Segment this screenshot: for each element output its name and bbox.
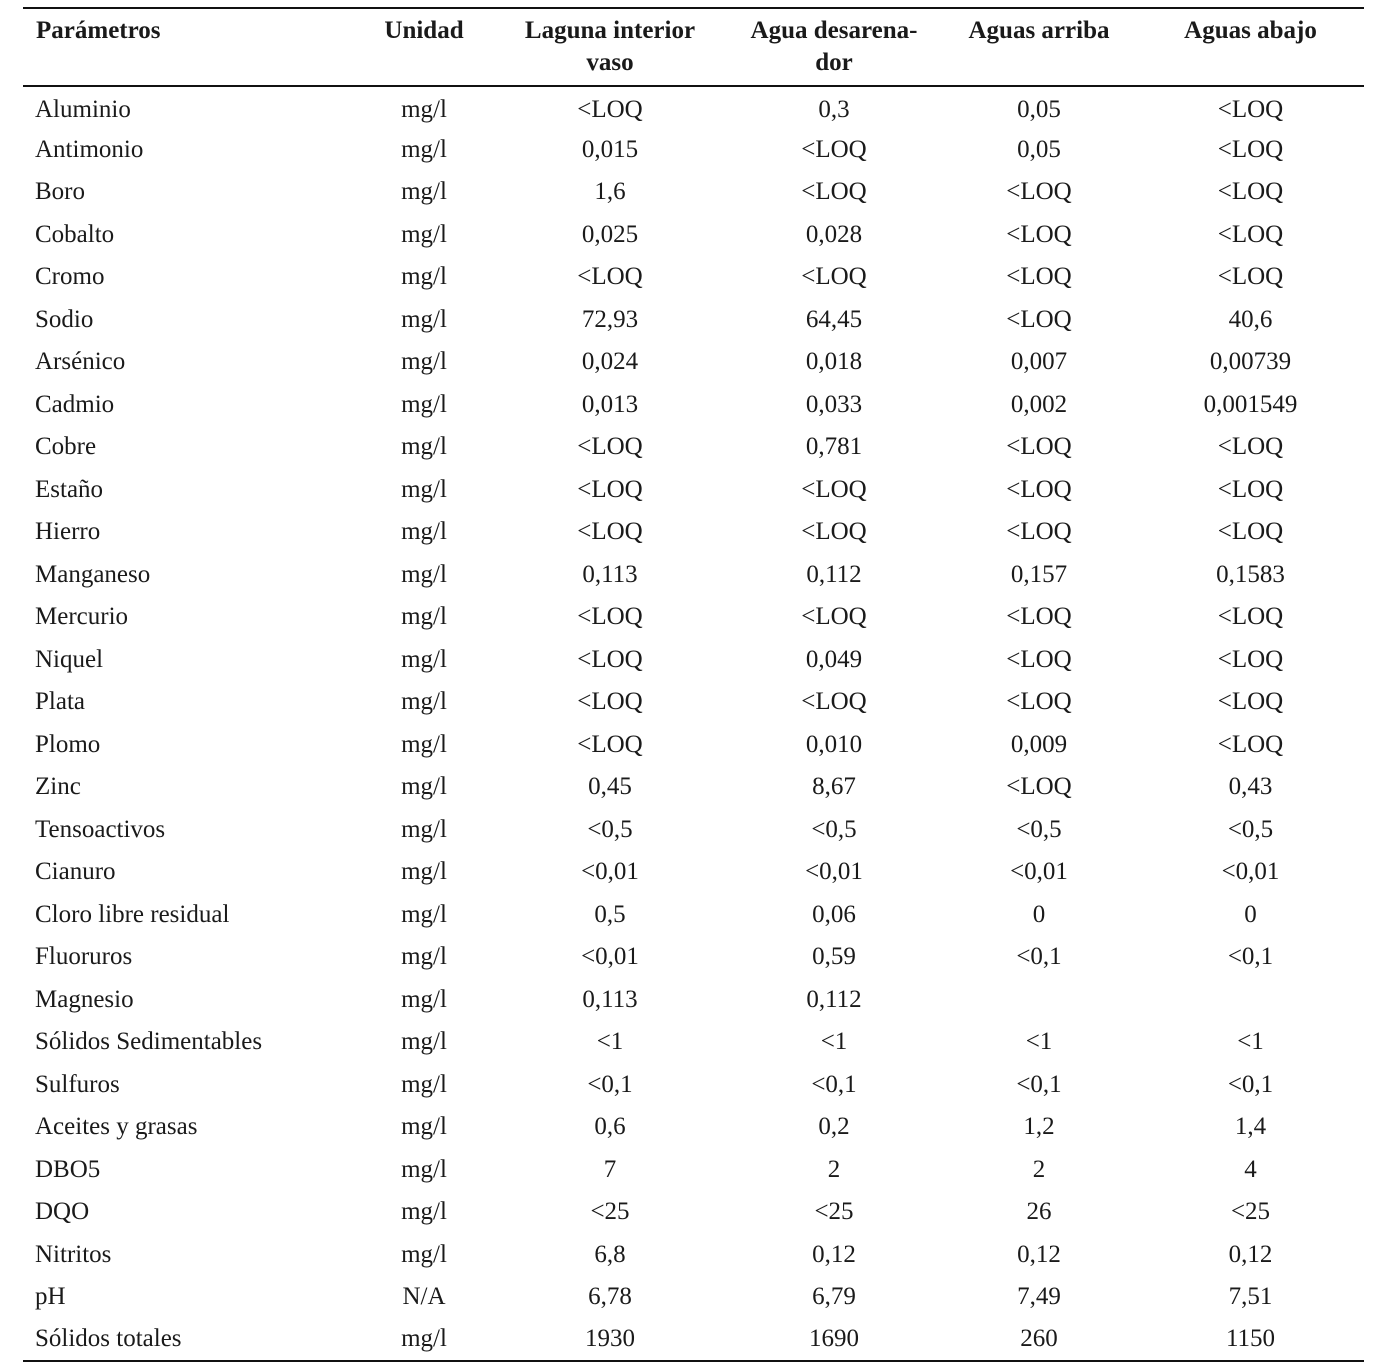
- table-row: [23, 979, 1364, 1022]
- laguna-value-cell: 0,024: [581, 348, 639, 376]
- abajo-value-cell: 1,4: [1234, 1113, 1267, 1141]
- desarenador-value-cell: <LOQ: [801, 603, 867, 631]
- header-line: Aguas abajo: [1184, 17, 1317, 44]
- unit-cell: mg/l: [401, 645, 447, 673]
- unit-cell: mg/l: [401, 858, 447, 886]
- abajo-value-cell: 0,12: [1228, 1240, 1273, 1268]
- laguna-value-cell: <LOQ: [577, 95, 643, 123]
- arriba-value-cell: 0,009: [1010, 730, 1068, 758]
- arriba-value-cell: <LOQ: [1006, 433, 1072, 461]
- laguna-value-cell: <0,01: [581, 943, 639, 971]
- param-cell: Cobre: [35, 433, 97, 461]
- table-row: [23, 171, 1364, 214]
- desarenador-value-cell: <LOQ: [801, 518, 867, 546]
- arriba-value-cell: <0,1: [1016, 943, 1062, 971]
- table-row: [23, 1021, 1364, 1064]
- abajo-value-cell: <LOQ: [1217, 688, 1284, 716]
- param-cell: Cromo: [35, 263, 105, 291]
- param-cell: Mercurio: [35, 603, 129, 631]
- abajo-value-cell: 0,43: [1228, 773, 1273, 801]
- desarenador-value-cell: 8,67: [812, 773, 856, 801]
- laguna-value-cell: <0,1: [587, 1070, 633, 1098]
- header-line: Unidad: [384, 17, 464, 44]
- table-row: [23, 1234, 1364, 1277]
- abajo-value-cell: [1137, 979, 1364, 1022]
- table-row: [23, 809, 1364, 852]
- abajo-value-cell: <LOQ: [1217, 263, 1284, 291]
- laguna-value-cell: 0,45: [588, 773, 632, 801]
- laguna-value-cell: 1,6: [594, 178, 626, 206]
- table-row: [23, 1276, 1364, 1319]
- param-cell: Hierro: [35, 518, 101, 546]
- desarenador-value-cell: 1690: [809, 1325, 859, 1353]
- desarenador-value-cell: <25: [814, 1198, 854, 1226]
- param-cell: Cloro libre residual: [35, 900, 230, 928]
- desarenador-value-cell: <1: [820, 1028, 848, 1056]
- header-unidad: [355, 8, 493, 86]
- param-cell: Zinc: [35, 773, 81, 801]
- abajo-value-cell: <LOQ: [1217, 645, 1284, 673]
- param-cell: Magnesio: [35, 985, 134, 1013]
- table-row: [23, 341, 1364, 384]
- laguna-value-cell: 0,5: [594, 900, 626, 928]
- abajo-value-cell: <LOQ: [1217, 603, 1284, 631]
- unit-cell: mg/l: [401, 943, 447, 971]
- arriba-value-cell: 0,157: [1010, 560, 1068, 588]
- arriba-value-cell: <LOQ: [1006, 773, 1072, 801]
- unit-cell: mg/l: [401, 730, 447, 758]
- table-header: [23, 8, 1364, 86]
- arriba-value-cell: <0,01: [1010, 858, 1068, 886]
- desarenador-value-cell: 6,79: [812, 1283, 856, 1311]
- abajo-value-cell: <LOQ: [1217, 730, 1284, 758]
- arriba-value-cell: <LOQ: [1006, 178, 1072, 206]
- unit-cell: mg/l: [401, 1070, 447, 1098]
- header-laguna-interior-vaso: [493, 8, 727, 86]
- laguna-value-cell: 0,013: [581, 390, 639, 418]
- desarenador-value-cell: <LOQ: [801, 688, 867, 716]
- laguna-value-cell: <LOQ: [577, 730, 643, 758]
- param-cell: Arsénico: [35, 348, 126, 376]
- param-cell: pH: [35, 1283, 66, 1311]
- arriba-value-cell: 1,2: [1023, 1113, 1055, 1141]
- abajo-value-cell: <LOQ: [1217, 518, 1284, 546]
- table-row: [23, 426, 1364, 469]
- table-row: [23, 86, 1364, 129]
- desarenador-value-cell: 0,12: [812, 1240, 856, 1268]
- arriba-value-cell: <LOQ: [1006, 305, 1072, 333]
- header-parametros: [23, 8, 355, 86]
- unit-cell: mg/l: [401, 433, 447, 461]
- abajo-value-cell: 0,1583: [1216, 560, 1285, 588]
- header-line: Aguas arriba: [968, 17, 1110, 44]
- arriba-value-cell: 0,12: [1017, 1240, 1061, 1268]
- param-cell: Sulfuros: [35, 1070, 120, 1098]
- laguna-value-cell: <LOQ: [577, 603, 643, 631]
- table-row: [23, 639, 1364, 682]
- desarenador-value-cell: 0,06: [812, 900, 856, 928]
- param-cell: Antimonio: [35, 135, 144, 163]
- laguna-value-cell: 0,6: [594, 1113, 626, 1141]
- laguna-value-cell: 0,113: [582, 560, 638, 588]
- table-row: [23, 256, 1364, 299]
- table-row: [23, 936, 1364, 979]
- abajo-value-cell: <1: [1237, 1028, 1264, 1056]
- table-row: [23, 1191, 1364, 1234]
- table-row: [23, 214, 1364, 257]
- desarenador-value-cell: <LOQ: [801, 475, 867, 503]
- arriba-value-cell: <0,1: [1016, 1070, 1062, 1098]
- laguna-value-cell: <0,01: [581, 858, 639, 886]
- arriba-value-cell: 0: [1032, 900, 1046, 928]
- laguna-value-cell: 0,015: [581, 135, 639, 163]
- laguna-value-cell: 7: [603, 1155, 617, 1183]
- laguna-value-cell: 1930: [585, 1325, 635, 1353]
- laguna-value-cell: 6,78: [588, 1283, 632, 1311]
- arriba-value-cell: <LOQ: [1006, 220, 1072, 248]
- table-row: [23, 554, 1364, 597]
- table-row: [23, 724, 1364, 767]
- table-row: [23, 1319, 1364, 1362]
- abajo-value-cell: <0,1: [1227, 1070, 1274, 1098]
- table-row: [23, 681, 1364, 724]
- laguna-value-cell: 72,93: [581, 305, 639, 333]
- arriba-value-cell: 0,05: [1017, 95, 1061, 123]
- abajo-value-cell: <LOQ: [1217, 178, 1284, 206]
- unit-cell: mg/l: [401, 95, 447, 123]
- desarenador-value-cell: <LOQ: [801, 263, 867, 291]
- abajo-value-cell: 7,51: [1228, 1283, 1273, 1311]
- param-cell: Cadmio: [35, 390, 115, 418]
- laguna-value-cell: <LOQ: [577, 645, 643, 673]
- abajo-value-cell: <25: [1230, 1198, 1271, 1226]
- laguna-value-cell: <0,5: [587, 815, 633, 843]
- unit-cell: mg/l: [401, 390, 447, 418]
- arriba-value-cell: 260: [1020, 1325, 1058, 1353]
- laguna-value-cell: <1: [596, 1028, 624, 1056]
- abajo-value-cell: <LOQ: [1217, 220, 1284, 248]
- abajo-value-cell: <0,5: [1227, 815, 1274, 843]
- abajo-value-cell: <LOQ: [1217, 433, 1284, 461]
- desarenador-value-cell: 0,033: [805, 390, 863, 418]
- param-cell: Estaño: [35, 475, 104, 503]
- laguna-value-cell: <25: [590, 1198, 630, 1226]
- param-cell: Manganeso: [35, 560, 151, 588]
- arriba-value-cell: <0,5: [1016, 815, 1062, 843]
- desarenador-value-cell: 0,112: [806, 985, 862, 1013]
- unit-cell: mg/l: [401, 178, 447, 206]
- abajo-value-cell: <0,01: [1221, 858, 1280, 886]
- arriba-value-cell: <LOQ: [1006, 518, 1072, 546]
- table-row: [23, 299, 1364, 342]
- arriba-value-cell: <LOQ: [1006, 688, 1072, 716]
- laguna-value-cell: 0,113: [582, 985, 638, 1013]
- arriba-value-cell: <LOQ: [1006, 645, 1072, 673]
- table-row: [23, 511, 1364, 554]
- unit-cell: N/A: [402, 1283, 446, 1311]
- param-cell: Sólidos totales: [35, 1325, 182, 1353]
- laguna-value-cell: <LOQ: [577, 518, 643, 546]
- laguna-value-cell: <LOQ: [577, 475, 643, 503]
- abajo-value-cell: <LOQ: [1217, 135, 1284, 163]
- table-row: [23, 1106, 1364, 1149]
- unit-cell: mg/l: [401, 518, 447, 546]
- laguna-value-cell: <LOQ: [577, 263, 643, 291]
- unit-cell: mg/l: [401, 815, 447, 843]
- param-cell: Cobalto: [35, 220, 115, 248]
- arriba-value-cell: 7,49: [1017, 1283, 1061, 1311]
- param-cell: Aceites y grasas: [35, 1113, 198, 1141]
- laguna-value-cell: <LOQ: [577, 688, 643, 716]
- header-line: dor: [815, 49, 853, 76]
- unit-cell: mg/l: [401, 1325, 447, 1353]
- param-cell: Sólidos Sedimentables: [35, 1028, 263, 1056]
- water-analysis-table: [23, 7, 1364, 1362]
- desarenador-value-cell: 0,010: [805, 730, 863, 758]
- desarenador-value-cell: 0,028: [805, 220, 863, 248]
- unit-cell: mg/l: [401, 1113, 447, 1141]
- arriba-value-cell: 0,002: [1010, 390, 1068, 418]
- arriba-value-cell: [941, 979, 1137, 1022]
- param-cell: Tensoactivos: [35, 815, 166, 843]
- laguna-value-cell: <LOQ: [577, 433, 643, 461]
- arriba-value-cell: 0,007: [1010, 348, 1068, 376]
- desarenador-value-cell: 64,45: [805, 305, 863, 333]
- table-row: [23, 129, 1364, 172]
- desarenador-value-cell: 0,3: [818, 95, 850, 123]
- desarenador-value-cell: 0,049: [805, 645, 863, 673]
- param-cell: Boro: [35, 178, 85, 206]
- desarenador-value-cell: <LOQ: [801, 178, 867, 206]
- abajo-value-cell: <LOQ: [1217, 95, 1284, 123]
- laguna-value-cell: 0,025: [581, 220, 639, 248]
- desarenador-value-cell: <LOQ: [801, 135, 867, 163]
- header-line: Laguna interior: [524, 17, 696, 44]
- header-aguas-abajo: [1137, 8, 1364, 86]
- desarenador-value-cell: 2: [827, 1155, 841, 1183]
- param-cell: Aluminio: [35, 95, 131, 123]
- arriba-value-cell: <LOQ: [1006, 603, 1072, 631]
- param-cell: DQO: [35, 1198, 90, 1226]
- unit-cell: mg/l: [401, 1198, 447, 1226]
- header-agua-desarenador: [727, 8, 941, 86]
- desarenador-value-cell: <0,01: [805, 858, 863, 886]
- abajo-value-cell: 40,6: [1228, 305, 1273, 333]
- table-row: [23, 766, 1364, 809]
- table-row: [23, 1064, 1364, 1107]
- unit-cell: mg/l: [401, 688, 447, 716]
- abajo-value-cell: 0,001549: [1203, 390, 1298, 418]
- arriba-value-cell: 2: [1032, 1155, 1046, 1183]
- arriba-value-cell: 0,05: [1017, 135, 1061, 163]
- desarenador-value-cell: 0,018: [805, 348, 863, 376]
- header-line: Agua desarena-: [750, 17, 918, 44]
- param-cell: Nitritos: [35, 1240, 112, 1268]
- laguna-value-cell: 6,8: [594, 1240, 626, 1268]
- unit-cell: mg/l: [401, 220, 447, 248]
- unit-cell: mg/l: [401, 985, 447, 1013]
- unit-cell: mg/l: [401, 560, 447, 588]
- arriba-value-cell: <LOQ: [1006, 263, 1072, 291]
- table-row: [23, 894, 1364, 937]
- param-cell: Fluoruros: [35, 943, 133, 971]
- water-analysis-table-container: [23, 7, 1364, 1362]
- arriba-value-cell: <1: [1025, 1028, 1053, 1056]
- table-row: [23, 384, 1364, 427]
- abajo-value-cell: 1150: [1225, 1325, 1276, 1353]
- abajo-value-cell: <0,1: [1227, 943, 1274, 971]
- unit-cell: mg/l: [401, 603, 447, 631]
- param-cell: Cianuro: [35, 858, 116, 886]
- unit-cell: mg/l: [401, 1028, 447, 1056]
- param-cell: DBO5: [35, 1155, 101, 1183]
- table-row: [23, 469, 1364, 512]
- table-body: [23, 86, 1364, 1361]
- abajo-value-cell: 4: [1244, 1155, 1257, 1183]
- unit-cell: mg/l: [401, 263, 447, 291]
- unit-cell: mg/l: [401, 135, 447, 163]
- unit-cell: mg/l: [401, 305, 447, 333]
- header-aguas-arriba: [941, 8, 1137, 86]
- param-cell: Plata: [35, 688, 85, 716]
- table-row: [23, 596, 1364, 639]
- desarenador-value-cell: <0,1: [811, 1070, 857, 1098]
- desarenador-value-cell: 0,2: [818, 1113, 850, 1141]
- abajo-value-cell: <LOQ: [1217, 475, 1284, 503]
- header-row: [23, 8, 1364, 86]
- abajo-value-cell: 0: [1244, 900, 1257, 928]
- param-cell: Plomo: [35, 730, 101, 758]
- header-line: Parámetros: [36, 17, 161, 44]
- desarenador-value-cell: 0,112: [806, 560, 862, 588]
- unit-cell: mg/l: [401, 900, 447, 928]
- unit-cell: mg/l: [401, 773, 447, 801]
- unit-cell: mg/l: [401, 1240, 447, 1268]
- abajo-value-cell: 0,00739: [1209, 348, 1292, 376]
- table-row: [23, 1149, 1364, 1192]
- header-line: vaso: [586, 49, 634, 76]
- param-cell: Niquel: [35, 645, 104, 673]
- arriba-value-cell: 26: [1026, 1198, 1052, 1226]
- unit-cell: mg/l: [401, 475, 447, 503]
- table-row: [23, 851, 1364, 894]
- unit-cell: mg/l: [401, 1155, 447, 1183]
- desarenador-value-cell: 0,781: [805, 433, 863, 461]
- param-cell: Sodio: [35, 305, 94, 333]
- desarenador-value-cell: <0,5: [811, 815, 857, 843]
- unit-cell: mg/l: [401, 348, 447, 376]
- arriba-value-cell: <LOQ: [1006, 475, 1072, 503]
- desarenador-value-cell: 0,59: [812, 943, 856, 971]
